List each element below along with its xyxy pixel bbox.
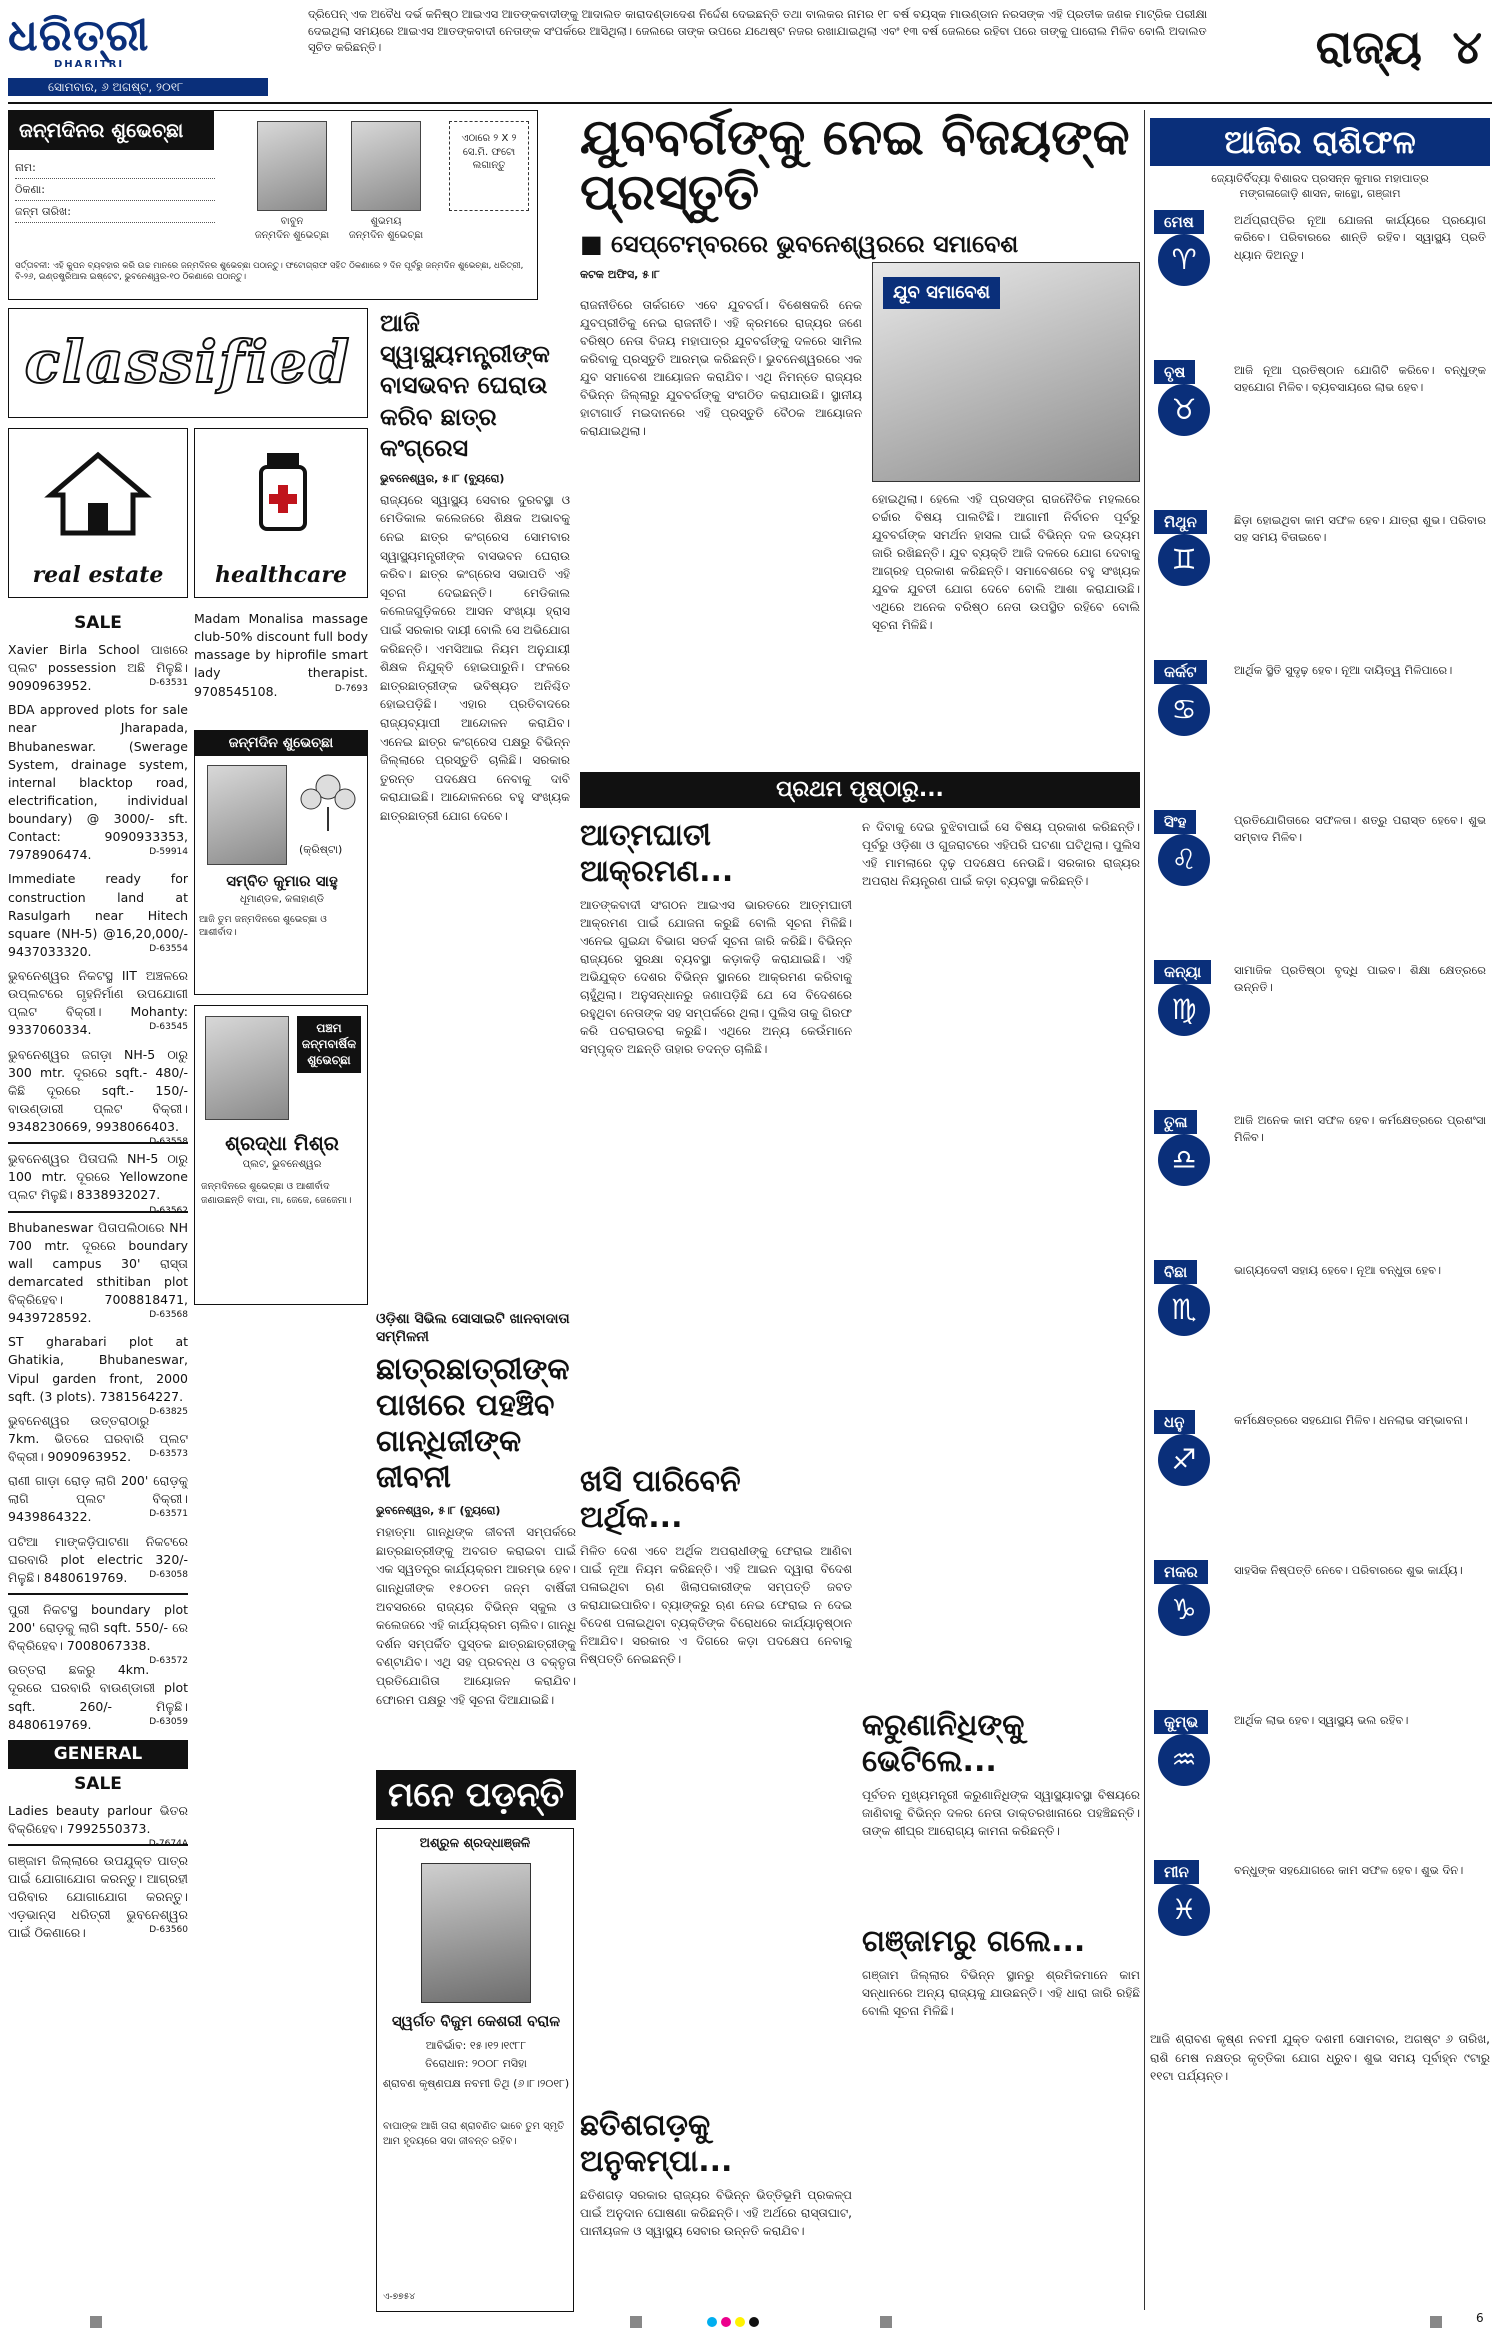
leo-icon: ♌ — [1158, 834, 1210, 886]
birthday-photo-2 — [351, 121, 421, 211]
rashi-entry — [1150, 360, 1490, 502]
rashi-prediction: ସାହସିକ ନିଷ୍ପତ୍ତି ନେବେ। ପରିବାରରେ ଶୁଭ କାର୍ଯ୍ୟ। — [1234, 1563, 1463, 1577]
birthday-wish-note: ଆଜି ତୁମ ଜନ୍ମଦିନରେ ଶୁଭେଚ୍ଛା ଓ ଆଶୀର୍ବାଦ। — [199, 914, 327, 939]
form-field-name[interactable]: ନାମ: — [15, 161, 215, 179]
birthday-wish-name-2: ଶ୍ରଦ୍ଧା ମିଶ୍ର — [225, 1131, 339, 1155]
virgo-icon: ♍ — [1158, 984, 1210, 1036]
rashi-entry — [1150, 210, 1490, 352]
gandhi-story-kicker: ଓଡ଼ିଶା ସିଭିଲ ସୋସାଇଟି ଖାନବାଦାତା ସମ୍ମିଳନୀ — [376, 1311, 570, 1346]
story-ganjam-body: ଗଞ୍ଜାମ ଜିଲ୍ଲାର ବିଭିନ୍ନ ସ୍ଥାନରୁ ଶ୍ରମିକମାନେ କାମ ସନ୍ଧାନରେ ଅନ୍ୟ ରାଜ୍ୟକୁ ଯାଉଛନ୍ତି। ଏହି ଧାରା ଜାରି ରହିଛି ବୋଲି ସୂଚନା ମିଳିଛି। — [862, 1968, 1140, 2018]
main-story-header — [580, 110, 1140, 283]
story-chhattisgarh-body: ଛତିଶଗଡ଼ ସରକାର ରାଜ୍ୟର ବିଭିନ୍ନ ଭିତ୍ତିଭୂମି ପ୍ରକଳ୍ପ ପାଇଁ ଅନୁଦାନ ଘୋଷଣା କରିଛନ୍ତି। ଏହି ଅର୍ଥରେ ରାସ୍ତାଘାଟ, ପାନୀୟଜଳ ଓ ସ୍ୱାସ୍ଥ୍ୟ ସେବାର ଉନ୍ନତି କରାଯିବ। — [580, 2188, 852, 2238]
classified-ad: ପୁରୀ ନିକଟସ୍ଥ boundary plot 200' ରୋଡ଼କୁ ଲାଗି sqft. 550/- ରେ ବିକ୍ରିହେବ। 7008067338. D-63572 — [8, 1601, 188, 1667]
gandhi-story-dateline: ଭୁବନେଶ୍ୱର, ୫।୮ (ବ୍ୟୁରୋ) — [376, 1504, 501, 1518]
classified-ad: ପଟିଆ ମାଙ୍କଡ଼ିପାଟଣା ନିକଟରେ ଘରବାରି plot electric 320/- ମିଳୁଛି। 8480619769. D-63058 — [8, 1533, 188, 1585]
form-field-dob[interactable]: ଜନ୍ମ ତାରିଖ: — [15, 205, 215, 223]
scorpio-icon: ♏ — [1158, 1284, 1210, 1336]
main-story-photo — [872, 262, 1140, 482]
obituary-left-death: ତିରୋଧାନ: ୨୦୦୮ ମସିହା — [425, 2057, 527, 2070]
classified-ad: ଭୁବନେଶ୍ୱର ଜଗଡ଼ା NH-5 ଠାରୁ 300 mtr. ଦୂରରେ sqft.- 480/- କିଛି ଦୂରରେ sqft.- 150/-ବାଉଣ୍ଡାରୀ ପ୍ଲଟ ବିକ୍ରୀ। 9348230669, 9938066403. D-63558 — [8, 1046, 188, 1148]
rashi-entry — [1150, 1110, 1490, 1252]
rashi-name: ମୀନ — [1154, 1860, 1199, 1884]
ad-divider — [8, 1593, 188, 1595]
category-label-real-estate: real estate — [32, 562, 164, 589]
taurus-icon: ♉ — [1158, 384, 1210, 436]
rashi-name: ମେଷ — [1154, 210, 1204, 234]
rashi-entry — [1150, 960, 1490, 1102]
rashi-name: ବୃଷ — [1154, 360, 1195, 384]
libra-icon: ♎ — [1158, 1134, 1210, 1186]
birthday-wish-place-2: ପ୍ଲଟ, ଭୁବନେଶ୍ୱର — [242, 1159, 322, 1170]
rashi-entry — [1150, 1560, 1490, 1702]
classified-ad: ରାଣୀ ଗାଡ଼ା ରୋଡ଼ ଲାଗି 200' ରୋଡ଼କୁ ଲାଗି ପ୍ଲଟ ବିକ୍ରୀ। 9439864322. D-63571 — [8, 1473, 188, 1525]
gandhi-story — [376, 1310, 576, 1783]
obituary-left-note: ବାପାଙ୍କ ଆଖି ତାରା ଶ୍ରାବଣିତ ଭାବେ ତୁମ ସ୍ମୃତି ଆମ ହୃଦୟରେ ସଦା ଜୀବନ୍ତ ରହିବ। — [383, 2121, 565, 2147]
panjika-text: ଆଜି ଶ୍ରାବଣ କୃଷ୍ଣ ନବମୀ ଯୁକ୍ତ ଦଶମୀ ସୋମବାର, ଅଗଷ୍ଟ ୬ ତାରିଖ, ରାଶି ମେଷ ନକ୍ଷତ୍ର କୃତ୍ତିକା ଯୋଗ ଧ୍ରୁବ। ଶୁଭ ସମୟ ପୂର୍ବାହ୍ନ ୯ଟାରୁ ୧୧ଟା ପର୍ଯ୍ୟନ୍ତ। — [1150, 2032, 1490, 2084]
health-story-body: ରାଜ୍ୟରେ ସ୍ୱାସ୍ଥ୍ୟ ସେବାର ଦୁରବସ୍ଥା ଓ ମେଡିକାଲ କଲେଜରେ ଶିକ୍ଷକ ଅଭାବକୁ ନେଇ ଛାତ୍ର କଂଗ୍ରେସ ସୋମବାର ସ୍ୱାସ୍ଥ୍ୟମନ୍ତ୍ରୀଙ୍କ ବାସଭବନ ଘେରାଉ କରିବ। ଛାତ୍ର କଂଗ୍ରେସ ସଭାପତି ଏହି ସୂଚନା ଦେଇଛନ୍ତି। ମେଡିକାଲ କଲେଜଗୁଡ଼ିକରେ ଆସନ ସଂଖ୍ୟା ହ୍ରାସ ପାଇଁ ସରକାର ଦାୟୀ ବୋଲି ସେ ଅଭିଯୋଗ କରିଛନ୍ତି। ଏମସିଆଇ ନିୟମ ଅନୁଯାୟୀ ଶିକ୍ଷକ ନିଯୁକ୍ତି ହୋଇପାରୁନି। ଫଳରେ ଛାତ୍ରଛାତ୍ରୀଙ୍କ ଭବିଷ୍ୟତ ଅନିଶ୍ଚିତ ହୋଇପଡ଼ିଛି। ଏହାର ପ୍ରତିବାଦରେ ରାଜ୍ୟବ୍ୟାପୀ ଆନ୍ଦୋଳନ କରାଯିବ। ଏନେଇ ଛାତ୍ର କଂଗ୍ରେସ ପକ୍ଷରୁ ବିଭିନ୍ନ ଜିଲ୍ଲାରେ ପ୍ରସ୍ତୁତି ଚାଲିଛି। ସରକାର ତୁରନ୍ତ ପଦକ୍ଷେପ ନେବାକୁ ଦାବି କରାଯାଇଛି। ଆନ୍ଦୋଳନରେ ବହୁ ସଂଖ୍ୟକ ଛାତ୍ରଛାତ୍ରୀ ଯୋଗ ଦେବେ। — [380, 492, 570, 823]
rashi-divider — [1144, 110, 1145, 2310]
real-estate-ads-column — [8, 606, 188, 2312]
healthcare-ad-code: D-7693 — [334, 683, 368, 694]
classified-ad: Xavier Birla School ପାଖରେ ପ୍ଲଟ possession ଅଛି ମିଳୁଛି। 9090963952. D-63531 — [8, 641, 188, 694]
rashiphala-author: ଜ୍ୟୋତିର୍ବିଦ୍ୟା ବିଶାରଦ ପ୍ରସନ୍ନ କୁମାର ମହାପାତ୍ର ମଙ୍ଗଳାଜୋଡ଼ି ଶାସନ, କାନ୍ଥୋ, ଗଞ୍ଜାମ — [1211, 172, 1429, 200]
classified-ad: ଭୁବନେଶ୍ୱର ଉତ୍ତରାଠାରୁ 7km. ଭିତରେ ଘରବାରି ପ୍ଲଟ ବିକ୍ରୀ। 9090963952. D-63573 — [8, 1412, 188, 1465]
rashi-prediction: ଭାଗ୍ୟଦେବୀ ସହାୟ ହେବେ। ନୂଆ ବନ୍ଧୁତା ହେବ। — [1234, 1263, 1442, 1277]
classified-ad: ଭୁବନେଶ୍ୱର ନିକଟସ୍ଥ IIT ଅଞ୍ଚଳରେ ଉପ୍ଲଟରେ ଗୃହନିର୍ମାଣ ଉପଯୋଗୀ ପ୍ଲଟ ବିକ୍ରୀ। Mohanty: 9337060334. D-63545 — [8, 968, 188, 1038]
birthday-wish-tag: (କ୍ରିଷ୍ଟା) — [299, 843, 343, 856]
rashi-name: କନ୍ୟା — [1154, 960, 1211, 984]
rashi-name: ମକର — [1154, 1560, 1208, 1584]
obituary-left-name: ସ୍ୱର୍ଗତ ବିଜୁମ କେଶରୀ ବରାଳ — [391, 2012, 561, 2030]
rashi-name: ସିଂହ — [1154, 810, 1196, 834]
category-healthcare[interactable] — [194, 428, 368, 598]
rashi-entry — [1150, 1410, 1490, 1552]
rashi-prediction: ଅର୍ଥପ୍ରାପ୍ତିର ନୂଆ ଯୋଜନା କାର୍ଯ୍ୟରେ ପ୍ରୟୋଗ କରିବେ। ପରିବାରରେ ଶାନ୍ତି ରହିବ। ସ୍ୱାସ୍ଥ୍ୟ ପ୍ରତି ଧ୍ୟାନ ଦିଅନ୍ତୁ। — [1234, 213, 1486, 262]
story-karunanidhi-body: ପୂର୍ବତନ ମୁଖ୍ୟମନ୍ତ୍ରୀ କରୁଣାନିଧିଙ୍କ ସ୍ୱାସ୍ଥ୍ୟାବସ୍ଥା ବିଷୟରେ ଜାଣିବାକୁ ବିଭିନ୍ନ ଦଳର ନେତା ଡାକ୍ତରଖାନାରେ ପହଞ୍ଚିଛନ୍ତି। ତାଙ୍କ ଶୀଘ୍ର ଆରୋଗ୍ୟ କାମନା କରିଛନ୍ତି। — [862, 1788, 1140, 1838]
birthday-photo-1 — [257, 121, 327, 211]
classified-ad: Ladies beauty parlour ଭିତର ବିକ୍ରିହେବ। 7992550373. D-7674A — [8, 1802, 188, 1849]
birthday-wish-place: ଧୂମାଣ୍ଡଳ, କଳାହାଣ୍ଡି — [239, 894, 325, 905]
obituary-left-tithi: ଶ୍ରାବଣ କୃଷ୍ଣପକ୍ଷ ନବମୀ ତିଥି (୬।୮।୨୦୧୮) — [382, 2077, 570, 2090]
rashiphala-title: ଆଜିର ରାଶିଫଳ — [1150, 118, 1490, 166]
cancer-icon: ♋ — [1158, 684, 1210, 736]
rashi-prediction: ସାମାଜିକ ପ୍ରତିଷ୍ଠା ବୃଦ୍ଧି ପାଇବ। ଶିକ୍ଷା କ୍ଷେତ୍ରରେ ଉନ୍ନତି। — [1234, 963, 1486, 995]
story-ganjam-head: ଗଞ୍ଜାମରୁ ଗଲେ... — [862, 1924, 1086, 1959]
child-photo-2 — [205, 1016, 289, 1120]
rashi-prediction: ଛିଡ଼ା ହୋଇଥିବା କାମ ସଫଳ ହେବ। ଯାତ୍ରା ଶୁଭ। ପରିବାର ସହ ସମୟ ବିତାଇବେ। — [1234, 513, 1486, 545]
main-story-headline: ଯୁବବର୍ଗଙ୍କୁ ନେଇ ବିଜୟଙ୍କ ପ୍ରସ୍ତୁତି — [580, 108, 1130, 221]
gandhi-story-headline: ଛାତ୍ରଛାତ୍ରୀଙ୍କ ପାଖରେ ପହଞ୍ଚିବ ଗାନ୍ଧିଜୀଙ୍କ ଜୀବନୀ — [376, 1352, 570, 1496]
birthday-wish-note-2: ଜନ୍ମଦିନରେ ଶୁଭେଚ୍ଛା ଓ ଆଶୀର୍ବାଦ ଜଣାଉଛନ୍ତି ବାପା, ମା, ଜେଜେ, ଜେଜେମା। — [201, 1181, 352, 1207]
birthday-coupon-title: ଜନ୍ମଦିନର ଶୁଭେଚ୍ଛା — [9, 111, 214, 150]
form-field-address[interactable]: ଠିକଣା: — [15, 183, 215, 201]
rashi-prediction: ଆର୍ଥିକ ସ୍ଥିତି ସୁଦୃଢ଼ ହେବ। ନୂଆ ଦାୟିତ୍ୱ ମିଳିପାରେ। — [1234, 663, 1453, 677]
classified-title: classified — [24, 328, 352, 396]
rashi-list — [1150, 210, 1490, 2020]
classified-banner — [8, 308, 368, 418]
classified-ad: ଭୁବନେଶ୍ୱର ପିତାପଲି NH-5 ଠାରୁ 100 mtr. ଦୂରରେ Yellowzone ପ୍ଲଟ ମିଳୁଛି। 8338932027. D-63562 — [8, 1151, 188, 1216]
classified-ad: ST gharabari plot at Ghatikia, Bhubaneswar, Vipul garden front, 2000 sqft. (3 plots). 7381564227. D-63825 — [8, 1334, 188, 1417]
birthday-wish-1 — [194, 730, 368, 995]
aries-icon: ♈ — [1158, 234, 1210, 286]
child-photo-1 — [207, 765, 287, 865]
obituary-left-label: ଅଶ୍ରୁଳ ଶ୍ରଦ୍ଧାଞ୍ଜଳି — [419, 1836, 531, 1851]
general-heading: GENERAL — [8, 1740, 188, 1769]
sagittarius-icon: ♐ — [1158, 1434, 1210, 1486]
gemini-icon: ♊ — [1158, 534, 1210, 586]
health-story — [380, 308, 570, 1311]
rashi-entry — [1150, 1260, 1490, 1402]
general-sale-heading: SALE — [74, 1773, 122, 1794]
main-story-dateline: କଟକ ଅଫିସ, ୫।୮ — [580, 268, 660, 282]
footer-page-number: 6 — [1476, 2311, 1484, 2325]
rashi-prediction: ଆଜି ନୂଆ ପ୍ରତିଷ୍ଠାନ ଯୋଗିଟି କରିବେ। ବନ୍ଧୁଙ୍କ ସହଯୋଗ ମିଳିବ। ବ୍ୟବସାୟରେ ଲାଭ ହେବ। — [1234, 363, 1486, 395]
aquarius-icon: ♒ — [1158, 1734, 1210, 1786]
masthead — [8, 6, 1492, 98]
birthday-wish-name: ସମ୍ବିତ କୁମାର ସାହୁ — [226, 872, 338, 890]
logo-subtext: DHARITRI — [54, 59, 125, 70]
birthday-wish-2 — [194, 1005, 368, 1305]
healthcare-ad-text: Madam Monalisa massage club-50% discount full body massage by hiprofile smart lady therapist. 9708545108. — [194, 611, 368, 699]
story-atmaghati-head: ଆତ୍ମଘାତୀ ଆକ୍ରମଣ... — [580, 818, 734, 889]
photo-placeholder: ଏଠାରେ ୨ X ୨ ସେ.ମି. ଫଟୋ ଲଗାନ୍ତୁ — [449, 121, 529, 211]
birthday-wish-title: ଜନ୍ମଦିନ ଶୁଭେଚ୍ଛା — [195, 731, 367, 756]
rashi-name: କୁମ୍ଭ — [1154, 1710, 1208, 1734]
classified-ad: Immediate ready for construction land at Rasulgarh near Hitech square (NH-5) @16,20,000/- 9437033320. D-63554 — [8, 871, 188, 959]
rashi-entry — [1150, 1710, 1490, 1852]
category-label-healthcare: healthcare — [215, 562, 347, 589]
story-atmaghati-body: ଆତଙ୍କବାଦୀ ସଂଗଠନ ଆଇଏସ ଭାରତରେ ଆତ୍ମଘାତୀ ଆକ୍ରମଣ ପାଇଁ ଯୋଜନା କରୁଛି ବୋଲି ସୂଚନା ମିଳିଛି। ଏନେଇ ଗୁଇନ୍ଦା ବିଭାଗ ସତର୍କ ସୂଚନା ଜାରି କରିଛି। ବିଭିନ୍ନ ରାଜ୍ୟରେ ସୁରକ୍ଷା ବ୍ୟବସ୍ଥା କଡ଼ାକଡ଼ି କରାଯାଇଛି। ଏହି ଅଭିଯୁକ୍ତ ଦେଶର ବିଭିନ୍ନ ସ୍ଥାନରେ ଆକ୍ରମଣ କରିବାକୁ ଚାହୁଁଥିଲା। ଅନୁସନ୍ଧାନରୁ ଜଣାପଡ଼ିଛି ଯେ ସେ ବିଦେଶରେ ରହୁଥିବା ନେତାଙ୍କ ସହ ସମ୍ପର୍କରେ ଥିଲା। ପୁଲିସ ତାକୁ ଗିରଫ କରି ପଚରାଉଚରା କରୁଛି। ଏଥିରେ ଅନ୍ୟ କେଉଁମାନେ ସମ୍ପୃକ୍ତ ଅଛନ୍ତି ତାହାର ତଦନ୍ତ ଚାଲିଛି। — [580, 898, 852, 1056]
obituary-left-photo — [421, 1863, 531, 2003]
classified-ad: ଗଞ୍ଜାମ ଜିଲ୍ଲାରେ ଉପଯୁକ୍ତ ପାତ୍ର ପାଇଁ ଯୋଗାଯୋଗ କରନ୍ତୁ। ଆଗ୍ରହୀ ପରିବାର ଯୋଗାଯୋଗ କରନ୍ତୁ। ଏଡ଼ଭାନ୍ସ ଧରିତ୍ରୀ ଭୁବନେଶ୍ୱର ପାଇଁ ଠିକଣାରେ। D-63560 — [8, 1852, 188, 1941]
masthead-divider — [8, 102, 1492, 104]
rashi-prediction: କର୍ମକ୍ଷେତ୍ରରେ ସହଯୋଗ ମିଳିବ। ଧନଲାଭ ସମ୍ଭାବନା। — [1234, 1413, 1468, 1427]
category-real-estate[interactable] — [8, 428, 188, 598]
rashi-entry — [1150, 510, 1490, 652]
obituary-left-birth: ଆବିର୍ଭାବ: ୧୫।୧୨।୧୯୮୮ — [425, 2039, 527, 2052]
rashi-name: ତୁଳା — [1154, 1110, 1197, 1134]
issue-date: ସୋମବାର, ୬ ଅଗଷ୍ଟ, ୨୦୧୮ — [8, 78, 268, 96]
rashi-entry — [1150, 810, 1490, 952]
rashi-entry — [1150, 1860, 1490, 2002]
health-story-dateline: ଭୁବନେଶ୍ୱର, ୫।୮ (ବ୍ୟୁରୋ) — [380, 471, 505, 485]
birthday-caption-1: ବାବୁନ ଜନ୍ମଦିନ ଶୁଭେଚ୍ଛା — [254, 216, 330, 241]
rashi-name: ମିଥୁନ — [1154, 510, 1207, 534]
health-story-headline: ଆଜି ସ୍ୱାସ୍ଥ୍ୟମନ୍ତ୍ରୀଙ୍କ ବାସଭବନ ଘେରାଉ କରିବ ଛାତ୍ର କଂଗ୍ରେସ — [380, 309, 550, 462]
story-khasi-body: ମିଳିତ ଦେଶ ଏବେ ଅର୍ଥିକ ଅପରାଧୀଙ୍କୁ ଫେରାଇ ଆଣିବା ପାଇଁ ନୂଆ ନିୟମ କରିଛନ୍ତି। ଏହି ଆଇନ ଦ୍ୱାରା ବିଦେଶ ପଳାଇଥିବା ଋଣ ଖିଲାପକାରୀଙ୍କ ସମ୍ପତ୍ତି ଜବତ କରାଯାଇପାରିବ। ବ୍ୟାଙ୍କରୁ ଋଣ ନେଇ ଫେରାଇ ନ ଦେଇ ବିଦେଶ ପଳାଇଥିବା ବ୍ୟକ୍ତିଙ୍କ ବିରୋଧରେ କାର୍ଯ୍ୟାନୁଷ୍ଠାନ ନିଆଯିବ। ସରକାର ଏ ଦିଗରେ କଡ଼ା ପଦକ୍ଷେପ ନେବାକୁ ନିଷ୍ପତ୍ତି ନେଇଛନ୍ତି। — [580, 1544, 852, 1666]
prathama-col-2 — [862, 818, 1140, 2266]
rashi-prediction: ବନ୍ଧୁଙ୍କ ସହଯୋଗରେ କାମ ସଫଳ ହେବ। ଶୁଭ ଦିନ। — [1234, 1863, 1464, 1877]
main-story-subhead: ■ ସେପ୍ଟେମ୍ବରରେ ଭୁବନେଶ୍ୱରରେ ସମାବେଶ — [580, 230, 1019, 258]
healthcare-ad — [194, 606, 368, 726]
gandhi-story-body: ମହାତ୍ମା ଗାନ୍ଧିଙ୍କ ଜୀବନୀ ସମ୍ପର୍କରେ ଛାତ୍ରଛାତ୍ରୀଙ୍କୁ ଅବଗତ କରାଇବା ପାଇଁ ଏକ ସ୍ୱତନ୍ତ୍ର କାର୍ଯ୍ୟକ୍ରମ ଆରମ୍ଭ ହେବ। ଗାନ୍ଧିଜୀଙ୍କ ୧୫୦ତମ ଜନ୍ମ ବାର୍ଷିକୀ ଅବସରରେ ରାଜ୍ୟର ବିଭିନ୍ନ ସ୍କୁଲ ଓ କଲେଜରେ ଏହି କାର୍ଯ୍ୟକ୍ରମ ଚାଲିବ। ଗାନ୍ଧି ଦର୍ଶନ ସମ୍ପର୍କିତ ପୁସ୍ତକ ଛାତ୍ରଛାତ୍ରୀଙ୍କୁ ବଣ୍ଟାଯିବ। ଏଥି ସହ ପ୍ରବନ୍ଧ ଓ ବକ୍ତୃତା ପ୍ରତିଯୋଗିତା ଆୟୋଜନ କରାଯିବ। ଫୋରମ ପକ୍ଷରୁ ଏହି ସୂଚନା ଦିଆଯାଇଛି। — [376, 1525, 576, 1707]
main-story-photo-banner: ଯୁବ ସମାବେଶ — [883, 277, 1000, 309]
rashi-name: ଧନୁ — [1154, 1410, 1195, 1434]
obituary-left-code: ଏ-୭୭୫୪ — [383, 2292, 415, 2302]
flower-bouquet-icon — [295, 767, 361, 833]
story-khasi-head: ଖସି ପାରିବେନି ଅର୍ଥିକ... — [580, 1464, 741, 1535]
capricorn-icon: ♑ — [1158, 1584, 1210, 1636]
birthday-form — [15, 157, 215, 227]
birthday-terms: ସର୍ତ୍ତାବଳୀ: ଏହି କୁପନ ବ୍ୟବହାର କରି ଉଚ୍ଚ ମାନରେ ଜନ୍ମଦିନର ଶୁଭେଚ୍ଛା ପଠାନ୍ତୁ। ଫଟୋଗ୍ରାଫ ସହିତ ଠିକଣାରେ ୨ ଦିନ ପୂର୍ବରୁ ଜନ୍ମଦିନ ଶୁଭେଚ୍ଛା, ଧରିତ୍ରୀ, ବି-୨୬, ଇଣ୍ଡଷ୍ଟ୍ରିଆଲ ଇଷ୍ଟେଟ, ଭୁବନେଶ୍ୱର-୧୦ ଠିକଣାରେ ପଠାନ୍ତୁ। — [15, 261, 524, 283]
masthead-lead-note: ଦ୍ରିପେନ୍ ଏକ ଅବୈଧ ଦର୍ଭ କନିଷ୍ଠ ଆଇଏସ ଆତଙ୍କବାଦୀଙ୍କୁ ଆଦାଲତ କାରାଦଣ୍ଡାଦେଶ ନିର୍ଦ୍ଦେଶ ଦେଇଛନ୍ତି ତଥା ବାଲକର ନାମର ୧୮ ବର୍ଷ ବୟସ୍କ ମାଉଣ୍ଡାନ ନରସଙ୍କ ଏହି ପ୍ରତୀକ ଜଣକ ମାଟ୍ରିକ ପରୀକ୍ଷା ଦେଇଥିଲା ସମୟରେ ଆଇଏସ ଆତଙ୍କବାଦୀ ନେତାଙ୍କ ସଂପର୍କରେ ଆସିଥିଲା। ଜେଲରେ ତାଙ୍କ ଉପରେ ଯଥେଷ୍ଟ ନଜର ରଖାଯାଇଥିଲା ଏବଂ ୧୩ ବର୍ଷ ଜେଲରେ ରହିବା ପରେ ତାଙ୍କୁ ପାରୋଲ ମିଳିବ ବୋଲି ଅଦାଲତ ସୂଚିତ କରିଛନ୍ତି। — [308, 7, 1208, 55]
prathama-bar: ପ୍ରଥମ ପୃଷ୍ଠାରୁ... — [580, 772, 1140, 808]
birthday-coupon — [8, 110, 538, 300]
mane-padanti-title: ମନେ ପଡ଼ନ୍ତି — [376, 1770, 576, 1820]
prathama-col-1 — [580, 818, 852, 2306]
pisces-icon: ♓ — [1158, 1884, 1210, 1936]
rashi-entry — [1150, 660, 1490, 802]
medicine-bottle-icon — [231, 447, 331, 537]
page-number: ୪ — [1452, 20, 1482, 74]
fifth-birthday-title: ପଞ୍ଚମ ଜନ୍ମବାର୍ଷିକ ଶୁଭେଚ୍ଛା — [297, 1016, 361, 1073]
main-story-col-2: ହୋଇଥିଲା। ହେଲେ ଏହି ପ୍ରସଙ୍ଗ ରାଜନୈତିକ ମହଲରେ ଚର୍ଚ୍ଚାର ବିଷୟ ପାଲଟିଛି। ଆଗାମୀ ନିର୍ବାଚନ ପୂର୍ବରୁ ଯୁବବର୍ଗଙ୍କ ସମର୍ଥନ ହାସଲ ପାଇଁ ବିଭିନ୍ନ ଦଳ ଉଦ୍ୟମ ଜାରି ରଖିଛନ୍ତି। ଯୁବ ବ୍ୟକ୍ତି ଆଜି ଦଳରେ ଯୋଗ ଦେବାକୁ ଆଗ୍ରହ ପ୍ରକାଶ କରିଛନ୍ତି। ସମାବେଶରେ ବହୁ ସଂଖ୍ୟକ ଯୁବକ ଯୁବତୀ ଯୋଗ ଦେବେ ବୋଲି ଆଶା କରାଯାଉଛି। ଏଥିରେ ଅନେକ ବରିଷ୍ଠ ନେତା ଉପସ୍ଥିତ ରହିବେ ବୋଲି ସୂଚନା ମିଳିଛି। — [872, 492, 1140, 632]
newspaper-logo — [8, 6, 168, 76]
story-karunanidhi-head: କରୁଣାନିଧିଙ୍କୁ ଭେଟିଲେ... — [862, 1708, 1025, 1779]
birthday-caption-2: ଶୁଭମୟ ଜନ୍ମଦିନ ଶୁଭେଚ୍ଛା — [348, 216, 424, 241]
rashi-prediction: ପ୍ରତିଯୋଗିତାରେ ସଫଳତା। ଶତ୍ରୁ ପରାସ୍ତ ହେବେ। ଶୁଭ ସମ୍ବାଦ ମିଳିବ। — [1234, 813, 1486, 845]
print-registration-marks — [0, 2316, 1500, 2328]
story-chhattisgarh-head: ଛତିଶଗଡ଼କୁ ଅନୁକମ୍ପା... — [580, 2108, 733, 2179]
obituary-left — [376, 1828, 574, 2312]
classified-ad: Bhubaneswar ପିତାପଲିଠାରେ NH 700 mtr. ଦୂରରେ boundary wall campus 30' ରାସ୍ତା demarcated sthitiban plot ବିକ୍ରିହେବ। 7008818471, 9439728592. D-63568 — [8, 1219, 188, 1326]
rashi-prediction: ଆର୍ଥିକ ଲାଭ ହେବ। ସ୍ୱାସ୍ଥ୍ୟ ଭଲ ରହିବ। — [1234, 1713, 1409, 1727]
classified-ad: ଉତ୍ତରା ଛକରୁ 4km. ଦୂରରେ ଘରବାରି ବାଉଣ୍ଡାରୀ plot sqft. 260/- ମିଳୁଛି। 8480619769. D-63059 — [8, 1662, 188, 1732]
logo-text: ଧରିତ୍ରୀ — [8, 10, 150, 61]
rashi-name: ବିଛା — [1154, 1260, 1197, 1284]
classified-ad: BDA approved plots for sale near Jharapada, Bhubaneswar. (Swerage System, drainage system, internal blacktop road, electrification, individual boundary) @ 3000/- sft. Contact: 9090933353, 7978906474. D-59914 — [8, 702, 188, 863]
sale-heading: SALE — [74, 613, 122, 633]
prathama-continued: ନ ଦିବାକୁ ଦେଇ ବୁଝିବାପାଇଁ ସେ ବିଷୟ ପ୍ରକାଶ କରିଛନ୍ତି। ପୂର୍ବରୁ ଓଡ଼ିଶା ଓ ଗୁଜରାଟରେ ଏହିପରି ଘଟଣା ଘଟିଥିଲା। ପୁଲିସ ଏହି ମାମଲାରେ ଦୃଢ଼ ପଦକ୍ଷେପ ନେଉଛି। ସରକାର ରାଜ୍ୟର ଅପରାଧ ନିୟନ୍ତ୍ରଣ ପାଇଁ କଡ଼ା ବ୍ୟବସ୍ଥା କରିଛନ୍ତି। — [862, 820, 1140, 888]
house-icon — [43, 447, 153, 537]
main-story-col-1: ରାଜନୀତିରେ ତାର୍କଗତେ ଏବେ ଯୁବବର୍ଗ। ବିଶେଷକରି ନେକ ଯୁବପ୍ରୀତିକୁ ନେଇ ରାଜନୀତି। ଏହି କ୍ରମରେ ରାଜ୍ୟର ଜଣେ ବରିଷ୍ଠ ନେତା ବିଜୟ ମହାପାତ୍ର ଯୁବବର୍ଗଙ୍କୁ ଦଳରେ ସାମିଲ କରିବାକୁ ପ୍ରସ୍ତୁତି ଆରମ୍ଭ କରିଛନ୍ତି। ଭୁବନେଶ୍ୱରରେ ଏକ ଯୁବ ସମାବେଶ ଆୟୋଜନ କରାଯିବ। ଏଥି ନିମନ୍ତେ ରାଜ୍ୟର ବିଭିନ୍ନ ଜିଲ୍ଲାରୁ ଯୁବବର୍ଗଙ୍କୁ ସଂଗଠିତ କରାଯାଉଛି। ସ୍ଥାନୀୟ ହାଟାଗାର୍ଡ ମଇଦାନରେ ଏହି ପ୍ରସ୍ତୁତି ବୈଠକ ଆୟୋଜନ କରାଯାଇଥିଲା। — [580, 298, 862, 438]
section-label: ରାଜ୍ୟ — [1315, 20, 1422, 74]
rashi-prediction: ଆଜି ଅନେକ କାମ ସଫଳ ହେବ। କର୍ମକ୍ଷେତ୍ରରେ ପ୍ରଶଂସା ମିଳିବ। — [1234, 1113, 1486, 1145]
rashi-name: କର୍କଟ — [1154, 660, 1207, 684]
